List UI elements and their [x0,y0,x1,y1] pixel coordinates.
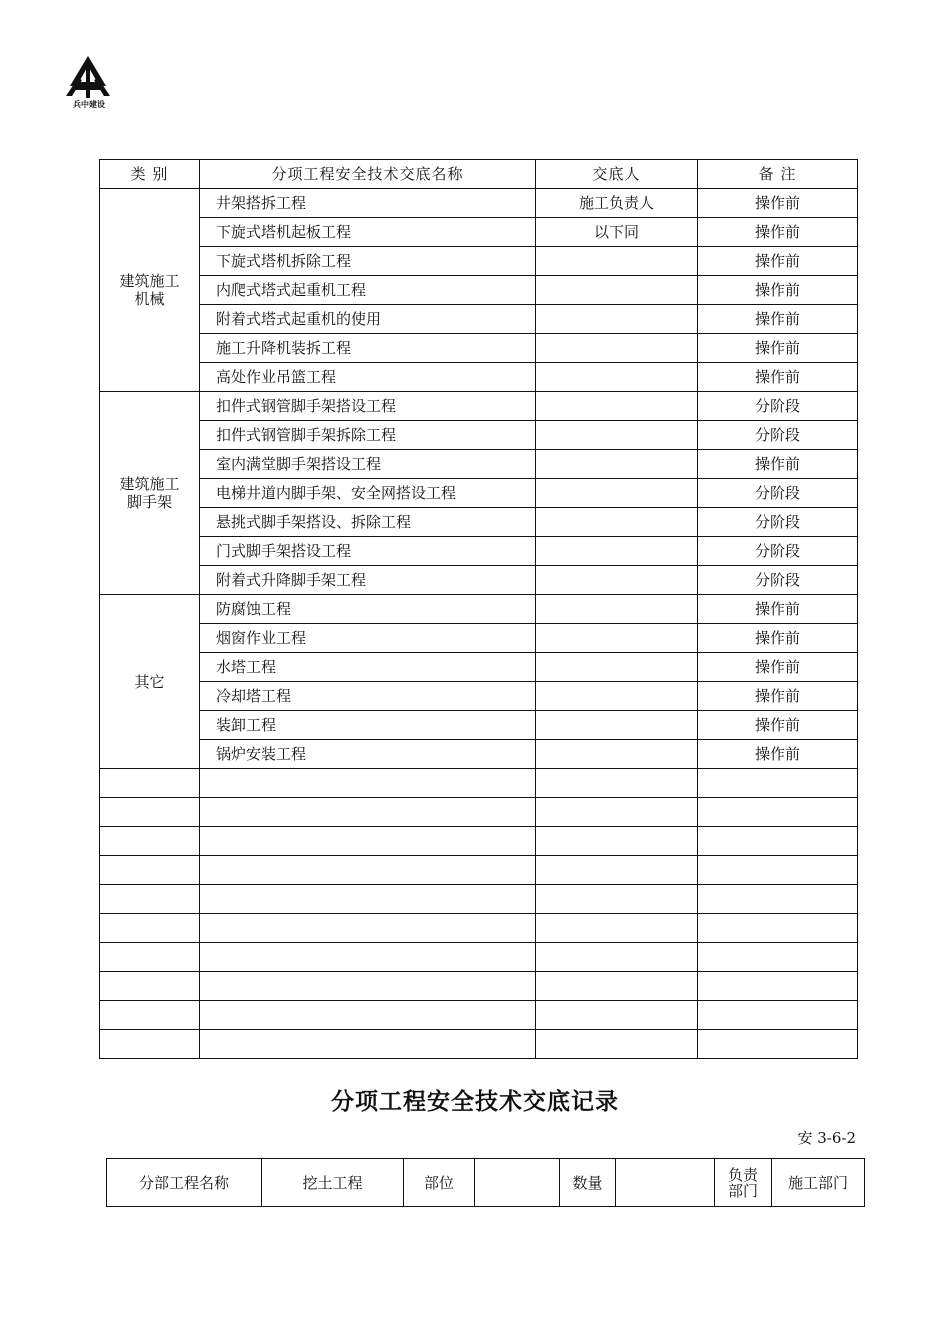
item-name-cell: 悬挑式脚手架搭设、拆除工程 [200,508,536,537]
empty-cell [100,769,200,798]
table-row [100,247,858,276]
form-title: 分项工程安全技术交底记录 [331,1089,619,1115]
table-row [100,392,858,421]
note-cell: 操作前 [698,711,858,740]
note-cell: 分阶段 [698,479,858,508]
item-name-cell: 电梯井道内脚手架、安全网搭设工程 [200,479,536,508]
item-name-cell: 施工升降机装拆工程 [200,334,536,363]
table-row [100,624,858,653]
note-cell: 操作前 [698,334,858,363]
item-name-cell: 高处作业吊篮工程 [200,363,536,392]
briefer-cell [536,276,698,305]
empty-cell [536,885,698,914]
position-value [475,1159,560,1207]
table-header-row [100,160,858,189]
table-row [100,218,858,247]
item-name-cell: 井架搭拆工程 [200,189,536,218]
empty-cell [536,1030,698,1059]
table-row [100,421,858,450]
empty-cell [100,914,200,943]
briefer-cell [536,392,698,421]
table-row [100,682,858,711]
item-name-cell: 下旋式塔机拆除工程 [200,247,536,276]
item-name-cell: 扣件式钢管脚手架搭设工程 [200,392,536,421]
empty-cell [100,798,200,827]
empty-row [100,798,858,827]
table-row [100,276,858,305]
empty-cell [100,885,200,914]
empty-cell [698,1030,858,1059]
table-row [100,305,858,334]
empty-cell [200,972,536,1001]
briefer-cell [536,682,698,711]
item-name-cell: 门式脚手架搭设工程 [200,537,536,566]
category-cell: 建筑施工机械 [100,189,200,392]
empty-row [100,914,858,943]
position-label: 部位 [404,1159,475,1207]
briefer-cell [536,740,698,769]
empty-cell [698,972,858,1001]
header-name: 分项工程安全技术交底名称 [200,160,536,189]
briefer-cell: 以下同 [536,218,698,247]
item-name-cell: 附着式升降脚手架工程 [200,566,536,595]
briefer-cell [536,508,698,537]
empty-cell [200,914,536,943]
briefer-cell [536,537,698,566]
table-row [100,566,858,595]
empty-cell [698,943,858,972]
empty-cell [698,798,858,827]
note-cell: 操作前 [698,218,858,247]
empty-row [100,972,858,1001]
empty-cell [200,827,536,856]
item-name-cell: 附着式塔式起重机的使用 [200,305,536,334]
empty-cell [100,856,200,885]
briefer-cell [536,421,698,450]
empty-cell [536,856,698,885]
note-cell: 操作前 [698,740,858,769]
empty-row [100,885,858,914]
quantity-label: 数量 [560,1159,616,1207]
empty-cell [698,1001,858,1030]
note-cell: 操作前 [698,247,858,276]
table-row [100,537,858,566]
empty-cell [100,1001,200,1030]
header-person: 交底人 [536,160,698,189]
briefer-cell [536,653,698,682]
briefer-cell [536,479,698,508]
note-cell: 操作前 [698,189,858,218]
empty-cell [698,856,858,885]
empty-cell [200,798,536,827]
item-name-cell: 下旋式塔机起板工程 [200,218,536,247]
note-cell: 操作前 [698,450,858,479]
table-row [100,363,858,392]
empty-cell [100,827,200,856]
note-cell: 操作前 [698,682,858,711]
form-code: 安 3-6-2 [797,1129,856,1147]
empty-cell [536,769,698,798]
briefer-cell: 施工负责人 [536,189,698,218]
table-row [100,479,858,508]
header-category: 类 别 [100,160,200,189]
empty-cell [698,827,858,856]
briefer-cell [536,450,698,479]
table-row [100,711,858,740]
note-cell: 操作前 [698,653,858,682]
category-cell: 建筑施工脚手架 [100,392,200,595]
logo-text: 兵中建设 [73,99,105,109]
item-name-cell: 防腐蚀工程 [200,595,536,624]
empty-row [100,769,858,798]
empty-cell [200,769,536,798]
project-name-value: 挖土工程 [262,1159,404,1207]
project-name-label: 分部工程名称 [107,1159,262,1207]
item-name-cell: 室内满堂脚手架搭设工程 [200,450,536,479]
empty-cell [698,914,858,943]
empty-cell [100,943,200,972]
briefer-cell [536,363,698,392]
table-row [100,740,858,769]
note-cell: 分阶段 [698,392,858,421]
empty-cell [698,885,858,914]
empty-cell [536,972,698,1001]
header-note: 备 注 [698,160,858,189]
briefer-cell [536,334,698,363]
empty-cell [536,914,698,943]
empty-row [100,1030,858,1059]
briefer-cell [536,566,698,595]
empty-cell [698,769,858,798]
note-cell: 操作前 [698,595,858,624]
note-cell: 操作前 [698,276,858,305]
note-cell: 分阶段 [698,508,858,537]
note-cell: 操作前 [698,363,858,392]
item-name-cell: 内爬式塔式起重机工程 [200,276,536,305]
empty-row [100,943,858,972]
empty-row [100,856,858,885]
table-row [100,508,858,537]
empty-row [100,1001,858,1030]
note-cell: 分阶段 [698,566,858,595]
item-name-cell: 水塔工程 [200,653,536,682]
info-table [106,1158,865,1207]
dept-label: 负责部门 [715,1159,772,1207]
briefer-cell [536,624,698,653]
empty-cell [200,856,536,885]
empty-cell [200,1001,536,1030]
note-cell: 分阶段 [698,421,858,450]
item-name-cell: 装卸工程 [200,711,536,740]
dept-value: 施工部门 [772,1159,865,1207]
briefer-cell [536,305,698,334]
note-cell: 操作前 [698,305,858,334]
table-row [100,450,858,479]
table-row [100,334,858,363]
empty-cell [100,972,200,1001]
item-name-cell: 锅炉安装工程 [200,740,536,769]
empty-cell [536,827,698,856]
empty-cell [536,943,698,972]
item-name-cell: 冷却塔工程 [200,682,536,711]
empty-cell [200,1030,536,1059]
quantity-value [616,1159,715,1207]
note-cell: 操作前 [698,624,858,653]
briefer-cell [536,711,698,740]
table-row [100,595,858,624]
empty-cell [100,1030,200,1059]
table-row [100,653,858,682]
empty-cell [536,1001,698,1030]
note-cell: 分阶段 [698,537,858,566]
briefer-cell [536,247,698,276]
empty-cell [200,943,536,972]
item-name-cell: 烟窗作业工程 [200,624,536,653]
category-cell: 其它 [100,595,200,769]
table-row [100,189,858,218]
empty-cell [536,798,698,827]
empty-row [100,827,858,856]
item-name-cell: 扣件式钢管脚手架拆除工程 [200,421,536,450]
safety-briefing-table [99,159,858,1059]
empty-cell [200,885,536,914]
briefer-cell [536,595,698,624]
